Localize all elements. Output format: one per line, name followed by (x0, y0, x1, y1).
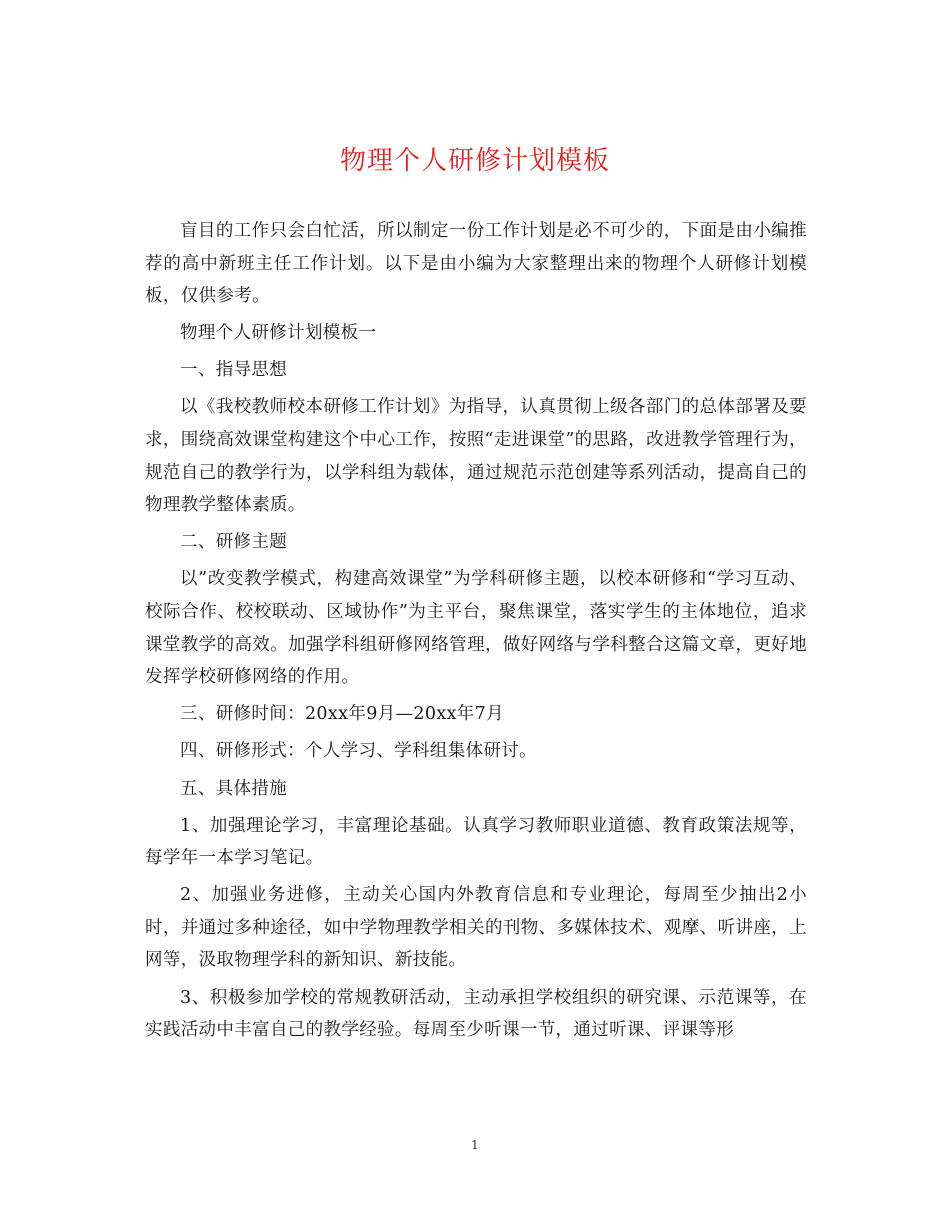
paragraph-guiding-thought: 以《我校教师校本研修工作计划》为指导，认真贯彻上级各部门的总体部署及要求，围绕高效课堂构建这个中心工作，按照“走进课堂”的思路，改进教学管理行为，规范自己的教学行为，以学科组为载体，通过规范示范创建等系列活动，提高自己的物理教学整体素质。 (145, 397, 807, 516)
section-heading-form: 四、研修形式：个人学习、学科组集体研讨。 (180, 741, 537, 762)
paragraph-measure-3: 3、积极参加学校的常规教研活动，主动承担学校组织的研究课、示范课等，在实践活动中丰富自己的教学经验。每周至少听课一节，通过听课、评课等形 (145, 987, 807, 1041)
paragraph-theme: 以”改变教学模式，构建高效课堂”为学科研修主题，以校本研修和“学习互动、校际合作、校校联动、区域协作”为主平台，聚焦课堂，落实学生的主体地位，追求课堂教学的高效。加强学科组研修网络管理，做好网络与学科整合这篇文章，更好地发挥学校研修网络的作用。 (145, 569, 807, 688)
paragraph-template-heading: 物理个人研修计划模板一 (180, 323, 377, 344)
section-heading-time: 三、研修时间：20xx年9月—20xx年7月 (180, 704, 504, 725)
section-heading-theme: 二、研修主题 (180, 532, 288, 553)
section-heading-measures: 五、具体措施 (180, 778, 288, 799)
section-heading-guiding-thought: 一、指导思想 (180, 360, 288, 381)
page-number: 1 (471, 1138, 479, 1152)
paragraph-measure-2: 2、加强业务进修，主动关心国内外教育信息和专业理论，每周至少抽出2小时，并通过多种途径，如中学物理教学相关的刊物、多媒体技术、观摩、听讲座，上网等，汲取物理学科的新知识、新技能。 (145, 885, 807, 971)
document-body (145, 215, 807, 1051)
document-title: 物理个人研修计划模板 (339, 146, 610, 176)
paragraph-measure-1: 1、加强理论学习，丰富理论基础。认真学习教师职业道德、教育政策法规等，每学年一本学习笔记。 (145, 815, 807, 869)
paragraph-intro: 盲目的工作只会白忙活，所以制定一份工作计划是必不可少的，下面是由小编推荐的高中新班主任工作计划。以下是由小编为大家整理出来的物理个人研修计划模板，仅供参考。 (145, 221, 807, 307)
